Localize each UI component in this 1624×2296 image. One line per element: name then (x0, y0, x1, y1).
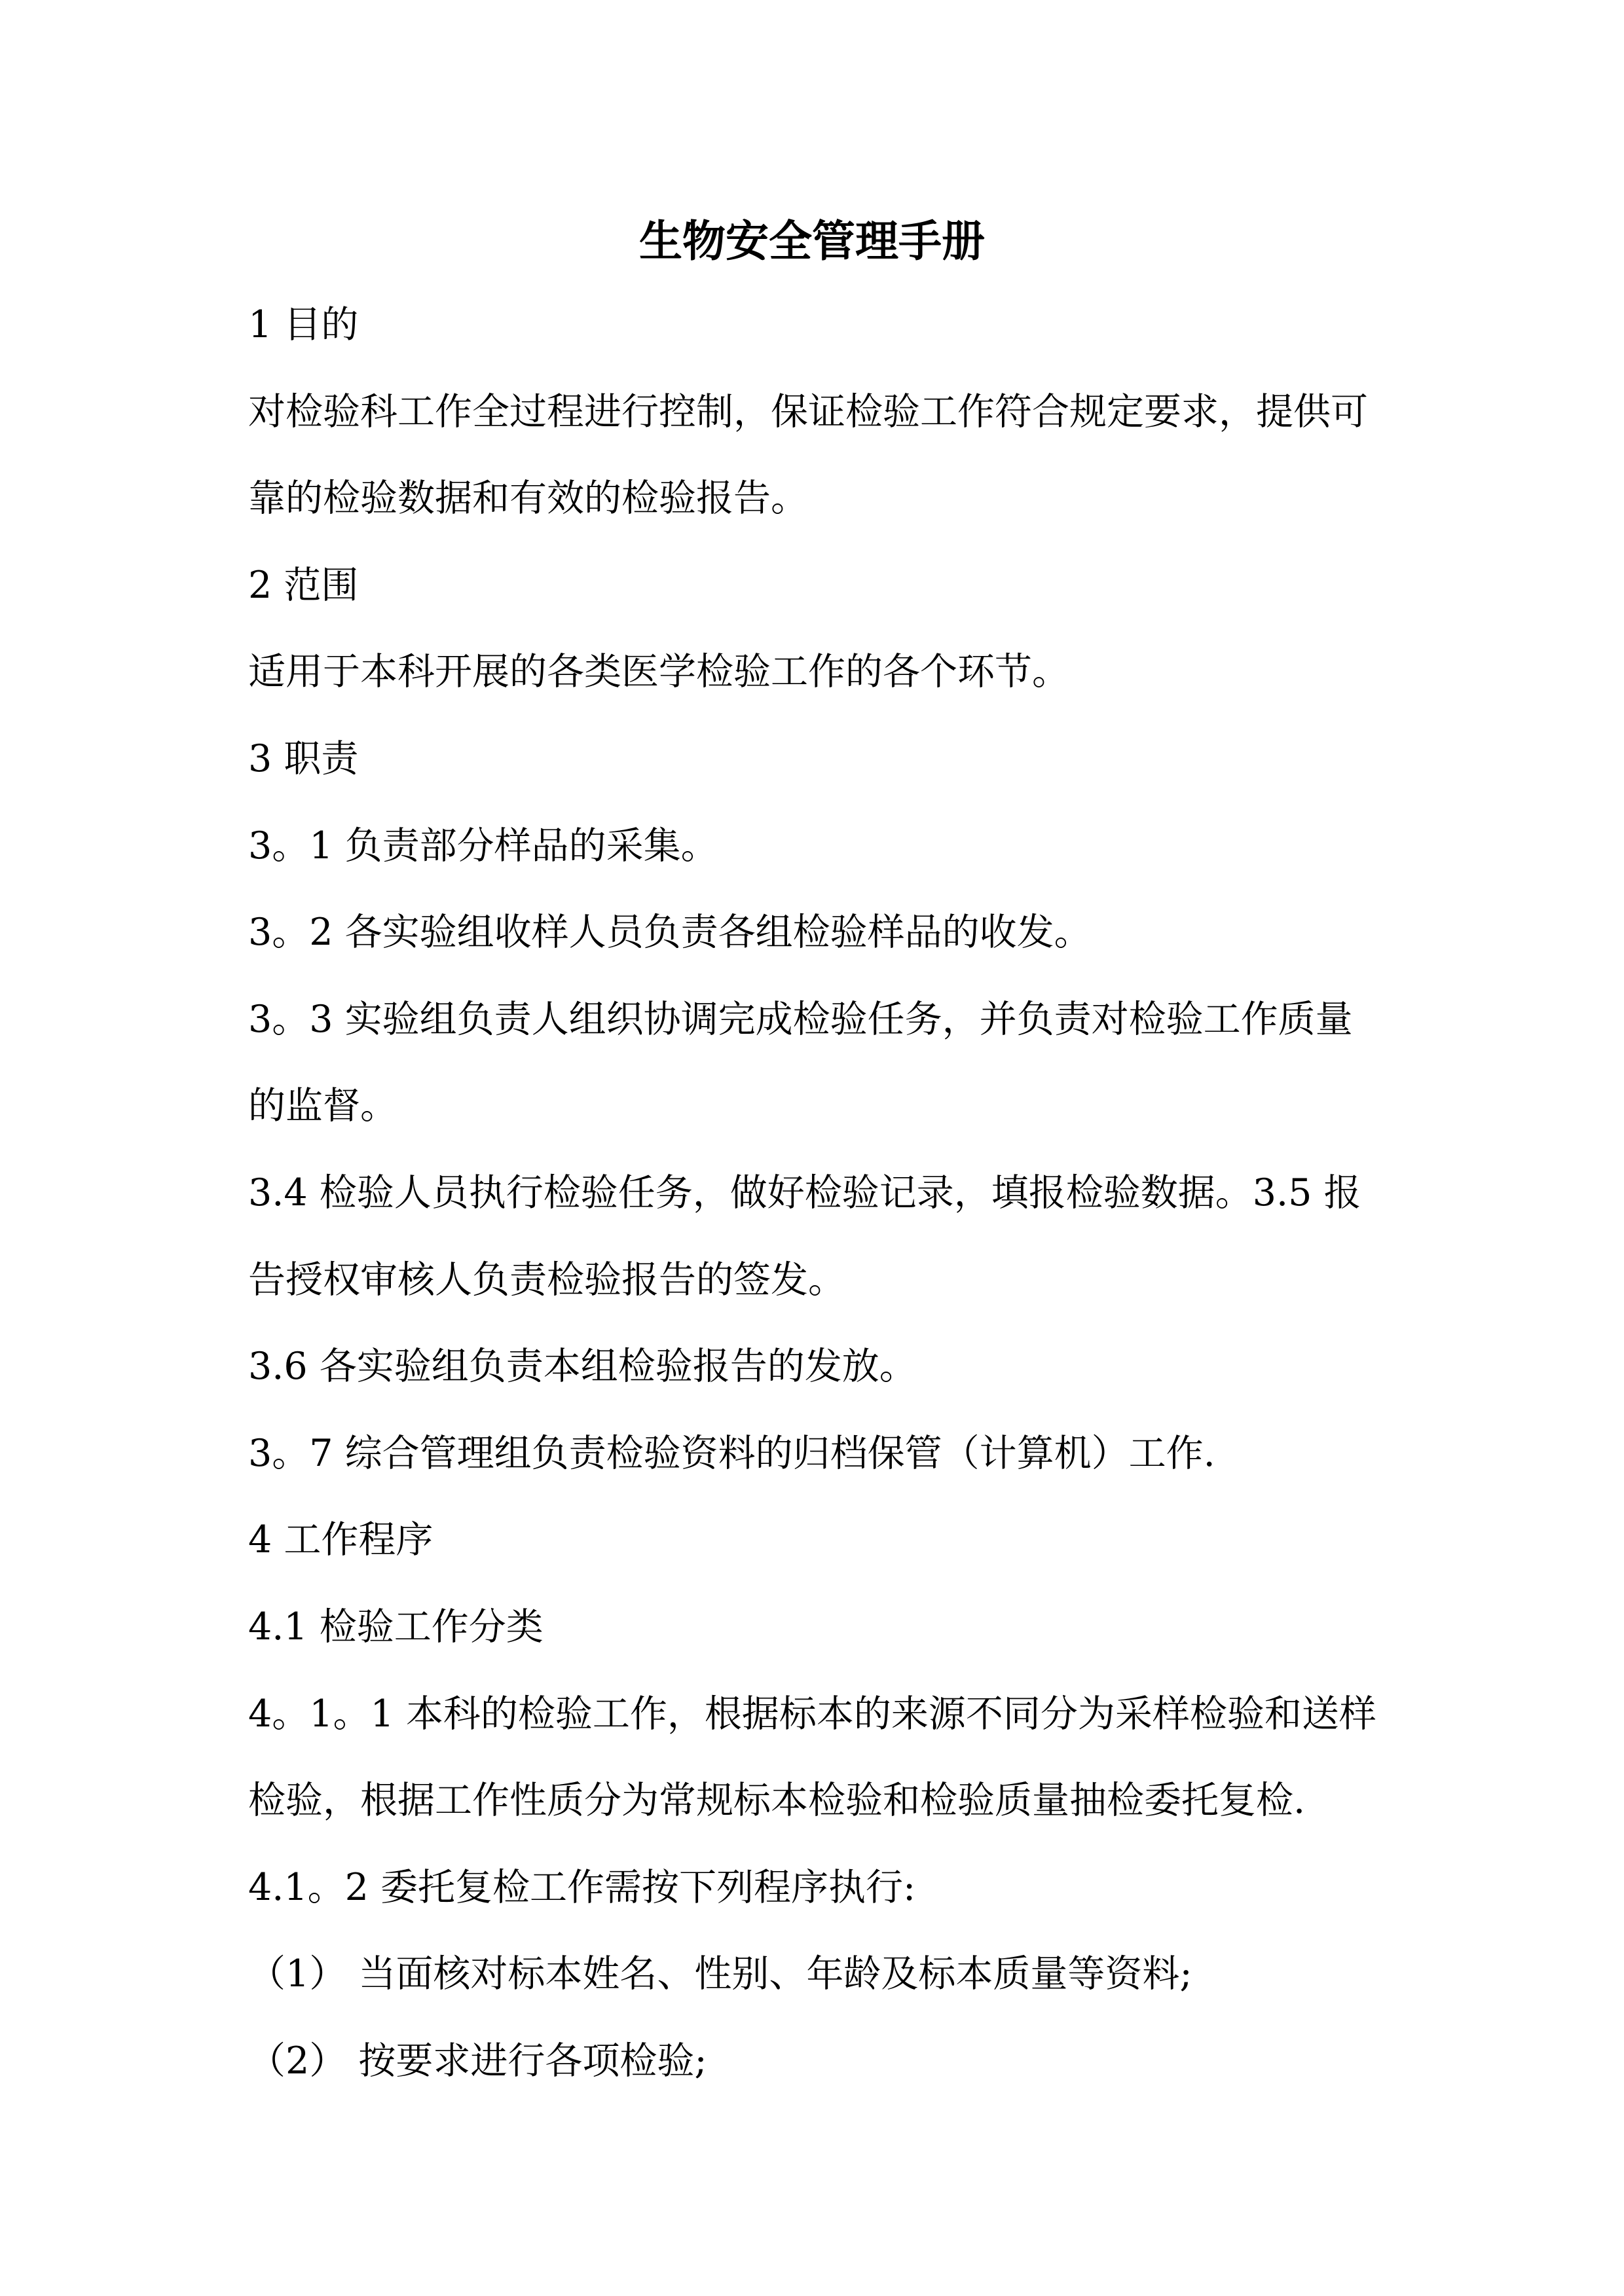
paragraph (248, 1671, 1388, 1844)
paragraph-line: 4.1 检验工作分类 (248, 1605, 544, 1649)
paragraph (248, 1323, 1388, 1410)
paragraph (248, 976, 1388, 1150)
paragraph-line: 靠的检验数据和有效的检验报告。 (248, 477, 808, 520)
paragraph-line: 3。3 实验组负责人组织协调完成检验任务，并负责对检验工作质量 (248, 997, 1353, 1041)
paragraph-line: 3.4 检验人员执行检验任务，做好检验记录，填报检验数据。3.5 报 (248, 1171, 1361, 1214)
paragraph-line: （2） 按要求进行各项检验; (248, 2039, 707, 2083)
paragraph (248, 1410, 1388, 1497)
paragraph (248, 1584, 1388, 1671)
paragraph-line: 告授权审核人负责检验报告的签发。 (248, 1258, 845, 1302)
paragraph-line: 2 范围 (248, 563, 359, 607)
document-title: 生物安全管理手册 (639, 215, 985, 266)
paragraph (248, 716, 1388, 803)
paragraph-line: 4。1。1 本科的检验工作，根据标本的来源不同分为采样检验和送样 (248, 1692, 1376, 1736)
document-body (248, 282, 1388, 2104)
paragraph-line: 4.1。2 委托复检工作需按下列程序执行: (248, 1865, 916, 1909)
paragraph (248, 2018, 1388, 2105)
paragraph (248, 1150, 1388, 1323)
paragraph (248, 889, 1388, 976)
paragraph (248, 282, 1388, 369)
paragraph (248, 369, 1388, 542)
paragraph (248, 1931, 1388, 2018)
paragraph (248, 542, 1388, 629)
paragraph-line: 3.6 各实验组负责本组检验报告的发放。 (248, 1345, 917, 1389)
paragraph-line: 适用于本科开展的各类医学检验工作的各个环节。 (248, 650, 1069, 694)
paragraph (248, 629, 1388, 716)
paragraph (248, 803, 1388, 890)
paragraph-line: 3。1 负责部分样品的采集。 (248, 824, 718, 867)
paragraph (248, 1497, 1388, 1584)
paragraph-line: 3。7 综合管理组负责检验资料的归档保管（计算机）工作. (248, 1431, 1215, 1475)
paragraph-line: 3。2 各实验组收样人员负责各组检验样品的收发。 (248, 911, 1092, 955)
paragraph-line: 的监督。 (248, 1084, 397, 1128)
paragraph-line: 4 工作程序 (248, 1518, 434, 1562)
paragraph-line: 检验，根据工作性质分为常规标本检验和检验质量抽检委托复检. (248, 1779, 1306, 1823)
paragraph (248, 1844, 1388, 1931)
paragraph-line: 1 目的 (248, 303, 359, 346)
paragraph-line: 对检验科工作全过程进行控制，保证检验工作符合规定要求，提供可 (248, 390, 1368, 433)
paragraph-line: （1） 当面核对标本姓名、性别、年龄及标本质量等资料; (248, 1952, 1192, 1996)
paragraph-line: 3 职责 (248, 737, 359, 780)
